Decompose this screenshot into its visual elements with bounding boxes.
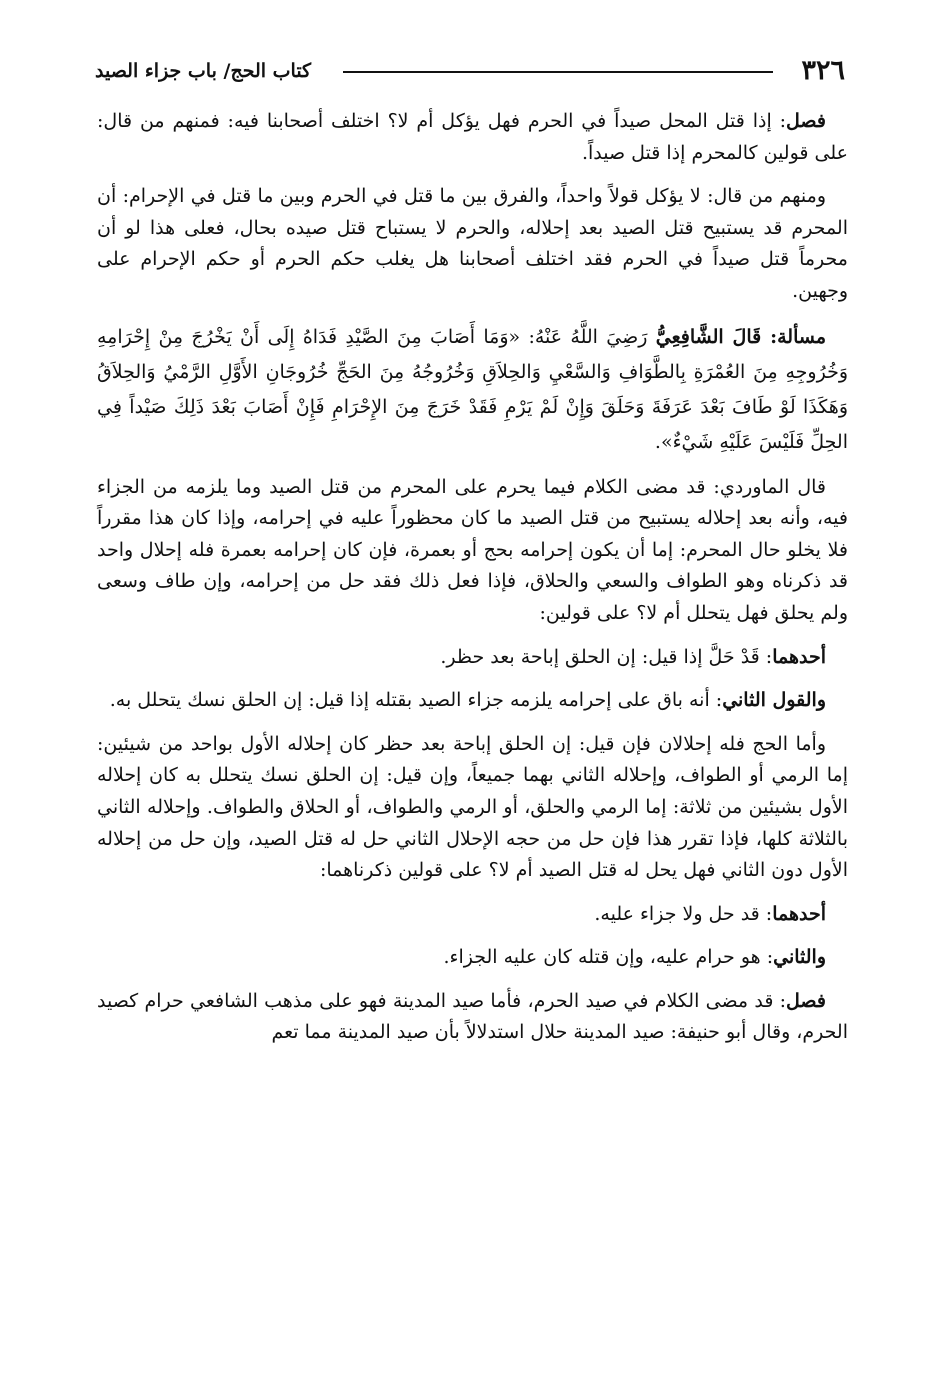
paragraph-lead: والقول الثاني (722, 689, 826, 712)
paragraph-text: ومنهم من قال: لا يؤكل قولاً واحداً، والفرق بين ما قتل في الحرم وبين ما قتل في الإحرام: أن المحرم قد يستبيح قتل الصيد بعد إحلاله، والحرم لا يستباح قتل صيده بحال، فعلى هذا لو أن محرماً قتل صيداً في الحرم فقد اختلف أصحابنا هل يغلب حكم الحرم أو حكم الإحرام على وجهين. (97, 185, 848, 302)
page-header (95, 52, 845, 88)
paragraph (97, 642, 848, 674)
paragraph-text: : قد مضى الكلام في صيد الحرم، فأما صيد المدينة فهو على مذهب الشافعي حرام كصيد الحرم، وقال أبو حنيفة: صيد المدينة حلال استدلالاً بأن صيد المدينة مما تعم (97, 989, 848, 1044)
running-title: كتاب الحج/ باب جزاء الصيد (95, 60, 312, 82)
paragraph-lead: مسألة: قَالَ الشَّافِعِيُّ (655, 325, 827, 348)
paragraph-text: رَضِيَ اللَّهُ عَنْهُ: «وَمَا أَصَابَ مِنَ الصَّيْدِ فَدَاهُ إِلَى أَنْ يَخْرُجَ مِنْ إِحْرَامِهِ وَخُرُوجِهِ مِنَ العُمْرَةِ بِالطَّوَافِ وَالسَّعْيِ وَالحِلاَقِ وَخُرُوجُهُ مِنَ الحَجِّ خُرُوجَانِ الأَوَّلِ الرَّمْيُ وَالحِلاَقُ وَهَكَذَا لَوْ طَافَ بَعْدَ عَرَفَةَ وَحَلَقَ وَإِنْ لَمْ يَرْمِ فَقَدْ خَرَجَ مِنَ الإِحْرَامِ فَإِنْ أَصَابَ بَعْدَ ذَلِكَ صَيْداً فِي الحِلِّ فَلَيْسَ عَلَيْهِ شَيْءٌ». (97, 325, 848, 453)
paragraph-lead: أحدهما (772, 645, 826, 668)
paragraph-lead: فصل (786, 989, 826, 1012)
paragraph-text: وأما الحج فله إحلالان فإن قيل: إن الحلق إباحة بعد حظر كان إحلاله الأول بواحد من شيئين: إما الرمي أو الطواف، وإحلاله الثاني بهما جميعاً، وإن قيل: إن الحلق نسك يتحلل به كان إحلاله الأول بشيئين من ثلاثة: إما الرمي والحلق، أو الرمي والطواف، أو الحلاق والطواف. وإحلاله الثاني بالثلاثة كلها، فإذا تقرر هذا فإن حل من حجه الإحلال الثاني حل له قتل الصيد، وإن حل من إحلاله الأول دون الثاني فهل يحل له قتل الصيد أم لا؟ على قولين ذكرناهما: (97, 732, 848, 882)
body-text (97, 106, 848, 1049)
paragraph-text: : قد حل ولا جزاء عليه. (594, 902, 773, 925)
paragraph-lead: والثاني (773, 946, 826, 969)
paragraph-text: : أنه باق على إحرامه يلزمه جزاء الصيد بقتله إذا قيل: إن الحلق نسك يتحلل به. (109, 689, 723, 712)
paragraph (97, 685, 848, 717)
paragraph (97, 729, 848, 887)
paragraph (97, 181, 848, 307)
paragraph-text: قال الماوردي: قد مضى الكلام فيما يحرم على المحرم من قتل الصيد وما يلزمه من الجزاء فيه، وأنه بعد إحلاله يستبيح من قتل الصيد ما كان محظوراً عليه في إحرامه، وإذا كان هذا مقرراً فلا يخلو حال المحرم: إما أن يكون إحرامه بحج أو بعمرة، فإن كان إحرامه بعمرة فله إحلال واحد قد ذكرناه وهو الطواف والسعي والحلاق، فإذا فعل ذلك فقد حل من إحرامه، وإن طاف وسعى ولم يحلق فهل يتحلل أم لا؟ على قولين: (97, 475, 848, 624)
paragraph (97, 472, 848, 630)
paragraph-text: : إذا قتل المحل صيداً في الحرم فهل يؤكل أم لا؟ اختلف أصحابنا فيه: فمنهم من قال: على قولين كالمحرم إذا قتل صيداً. (97, 110, 848, 164)
paragraph (97, 106, 848, 169)
paragraph-lead: أحدهما (772, 902, 826, 925)
header-rule (343, 71, 773, 73)
paragraph-lead: فصل (786, 110, 826, 132)
paragraph-text: : قَدْ حَلَّ إذا قيل: إن الحلق إباحة بعد حظر. (440, 645, 773, 668)
paragraph (97, 899, 848, 931)
paragraph-text: : هو حرام عليه، وإن قتله كان عليه الجزاء. (443, 946, 774, 969)
paragraph-masala (97, 320, 848, 460)
paragraph (97, 986, 848, 1049)
page-number: ٣٢٦ (801, 55, 845, 86)
paragraph (97, 942, 848, 974)
